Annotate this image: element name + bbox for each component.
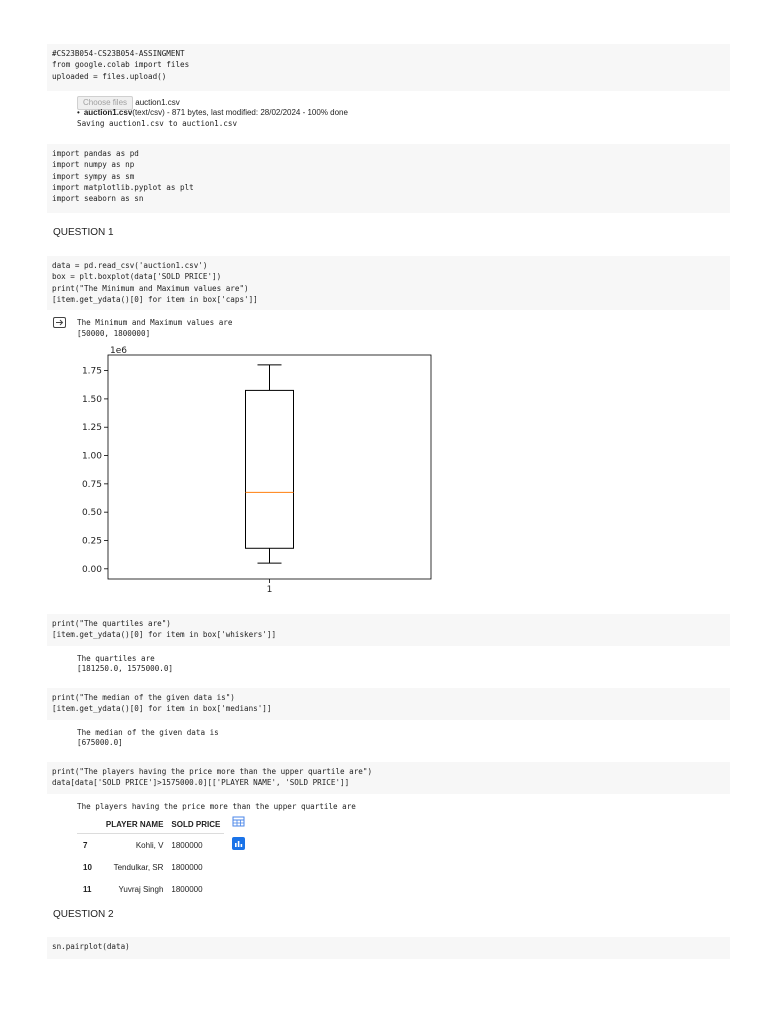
dataframe-index-header bbox=[77, 815, 102, 834]
upload-file-detail bbox=[77, 108, 348, 117]
selected-file-label: auction1.csv bbox=[135, 98, 180, 107]
code-line: import sympy as sm bbox=[52, 171, 135, 181]
code-cell-pairplot[interactable] bbox=[47, 937, 730, 959]
y-tick-label: 0.75 bbox=[81, 479, 102, 490]
y-tick-label: 1.50 bbox=[81, 394, 102, 405]
code-line: import matplotlib.pyplot as plt bbox=[52, 182, 194, 192]
code-line: import pandas as pd bbox=[52, 149, 139, 158]
code-cell-upper-quartile[interactable] bbox=[47, 762, 730, 794]
heading-question-1: QUESTION 1 bbox=[53, 227, 114, 238]
y-tick-label: 0.50 bbox=[81, 508, 102, 519]
uploaded-file-name: auction1.csv bbox=[83, 108, 133, 117]
code-line: from google.colab import files bbox=[52, 60, 190, 70]
y-offset-label: 1e6 bbox=[110, 346, 127, 356]
dataframe-header-row bbox=[77, 815, 224, 834]
dataframe-column-header: SOLD PRICE bbox=[167, 815, 224, 834]
code-line: print("The Minimum and Maximum values are") bbox=[52, 283, 249, 293]
row-index: 11 bbox=[83, 884, 92, 894]
heading-question-2: QUESTION 2 bbox=[53, 909, 114, 920]
choose-files-button[interactable]: Choose files bbox=[77, 96, 133, 110]
player-name-cell: Kohli, V bbox=[135, 840, 164, 850]
bullet-icon: • bbox=[77, 108, 80, 117]
quartiles-output-text: The quartiles are bbox=[77, 654, 155, 663]
x-tick-label: 1 bbox=[266, 585, 273, 595]
table-row bbox=[77, 856, 224, 878]
table-row bbox=[77, 834, 224, 857]
code-cell-quartiles[interactable] bbox=[47, 614, 730, 646]
minmax-output-text: The Minimum and Maximum values are bbox=[77, 318, 233, 327]
code-line: [item.get_ydata()[0] for item in box['caps']] bbox=[52, 294, 258, 304]
quartiles-output-values: [181250.0, 1575000.0] bbox=[77, 664, 174, 673]
output-toggle-icon[interactable] bbox=[53, 317, 66, 328]
code-line: box = plt.boxplot(data['SOLD PRICE']) bbox=[52, 272, 222, 282]
table-view-icon[interactable] bbox=[232, 815, 245, 828]
y-tick-label: 0.25 bbox=[81, 536, 102, 547]
code-line: [item.get_ydata()[0] for item in box['whiskers']] bbox=[52, 630, 277, 640]
minmax-output-values: [50000, 1800000] bbox=[77, 329, 151, 338]
code-line: print("The players having the price more than the upper quartile are") bbox=[52, 767, 373, 776]
code-line: print("The median of the given data is") bbox=[52, 693, 235, 702]
y-tick-label: 1.25 bbox=[81, 423, 102, 434]
sold-price-cell: 1800000 bbox=[171, 862, 203, 872]
upper-output-text: The players having the price more than the upper quartile are bbox=[77, 802, 356, 811]
y-tick-label: 1.00 bbox=[81, 451, 102, 462]
table-row bbox=[77, 878, 224, 900]
sold-price-cell: 1800000 bbox=[171, 884, 203, 894]
code-line: #CS23B054-CS23B054-ASSINGMENT bbox=[52, 49, 185, 58]
code-line: print("The quartiles are") bbox=[52, 619, 171, 628]
upload-saving-output: Saving auction1.csv to auction1.csv bbox=[77, 119, 238, 128]
player-name-cell: Tendulkar, SR bbox=[113, 862, 164, 872]
code-line: [item.get_ydata()[0] for item in box['medians']] bbox=[52, 704, 272, 714]
code-cell-median[interactable] bbox=[47, 688, 730, 720]
y-tick-label: 0.00 bbox=[81, 564, 102, 575]
median-output-values: [675000.0] bbox=[77, 738, 123, 747]
row-index: 7 bbox=[83, 840, 88, 850]
player-name-cell: Yuvraj Singh bbox=[118, 884, 164, 894]
code-line: data[data['SOLD PRICE']>1575000.0][['PLAYER NAME', 'SOLD PRICE']] bbox=[52, 778, 350, 788]
code-cell-boxplot[interactable] bbox=[47, 256, 730, 310]
uploaded-file-info: (text/csv) - 871 bytes, last modified: 28/02/2024 - 100% done bbox=[132, 108, 348, 117]
sold-price-cell: 1800000 bbox=[171, 840, 203, 850]
chart-suggestion-icon[interactable] bbox=[232, 837, 245, 850]
code-cell-upload[interactable] bbox=[47, 44, 730, 91]
code-line: import numpy as np bbox=[52, 160, 135, 170]
y-tick-label: 1.75 bbox=[81, 366, 102, 377]
row-index: 10 bbox=[83, 862, 92, 872]
code-line: uploaded = files.upload() bbox=[52, 71, 167, 81]
dataframe-table bbox=[77, 815, 224, 900]
code-line: sn.pairplot(data) bbox=[52, 942, 130, 951]
iqr-box bbox=[246, 390, 294, 548]
code-cell-imports[interactable] bbox=[47, 144, 730, 213]
boxplot-chart bbox=[70, 340, 450, 600]
code-line: data = pd.read_csv('auction1.csv') bbox=[52, 261, 208, 270]
code-line: import seaborn as sn bbox=[52, 194, 144, 204]
dataframe-column-header: PLAYER NAME bbox=[102, 815, 168, 834]
median-output-text: The median of the given data is bbox=[77, 728, 219, 737]
